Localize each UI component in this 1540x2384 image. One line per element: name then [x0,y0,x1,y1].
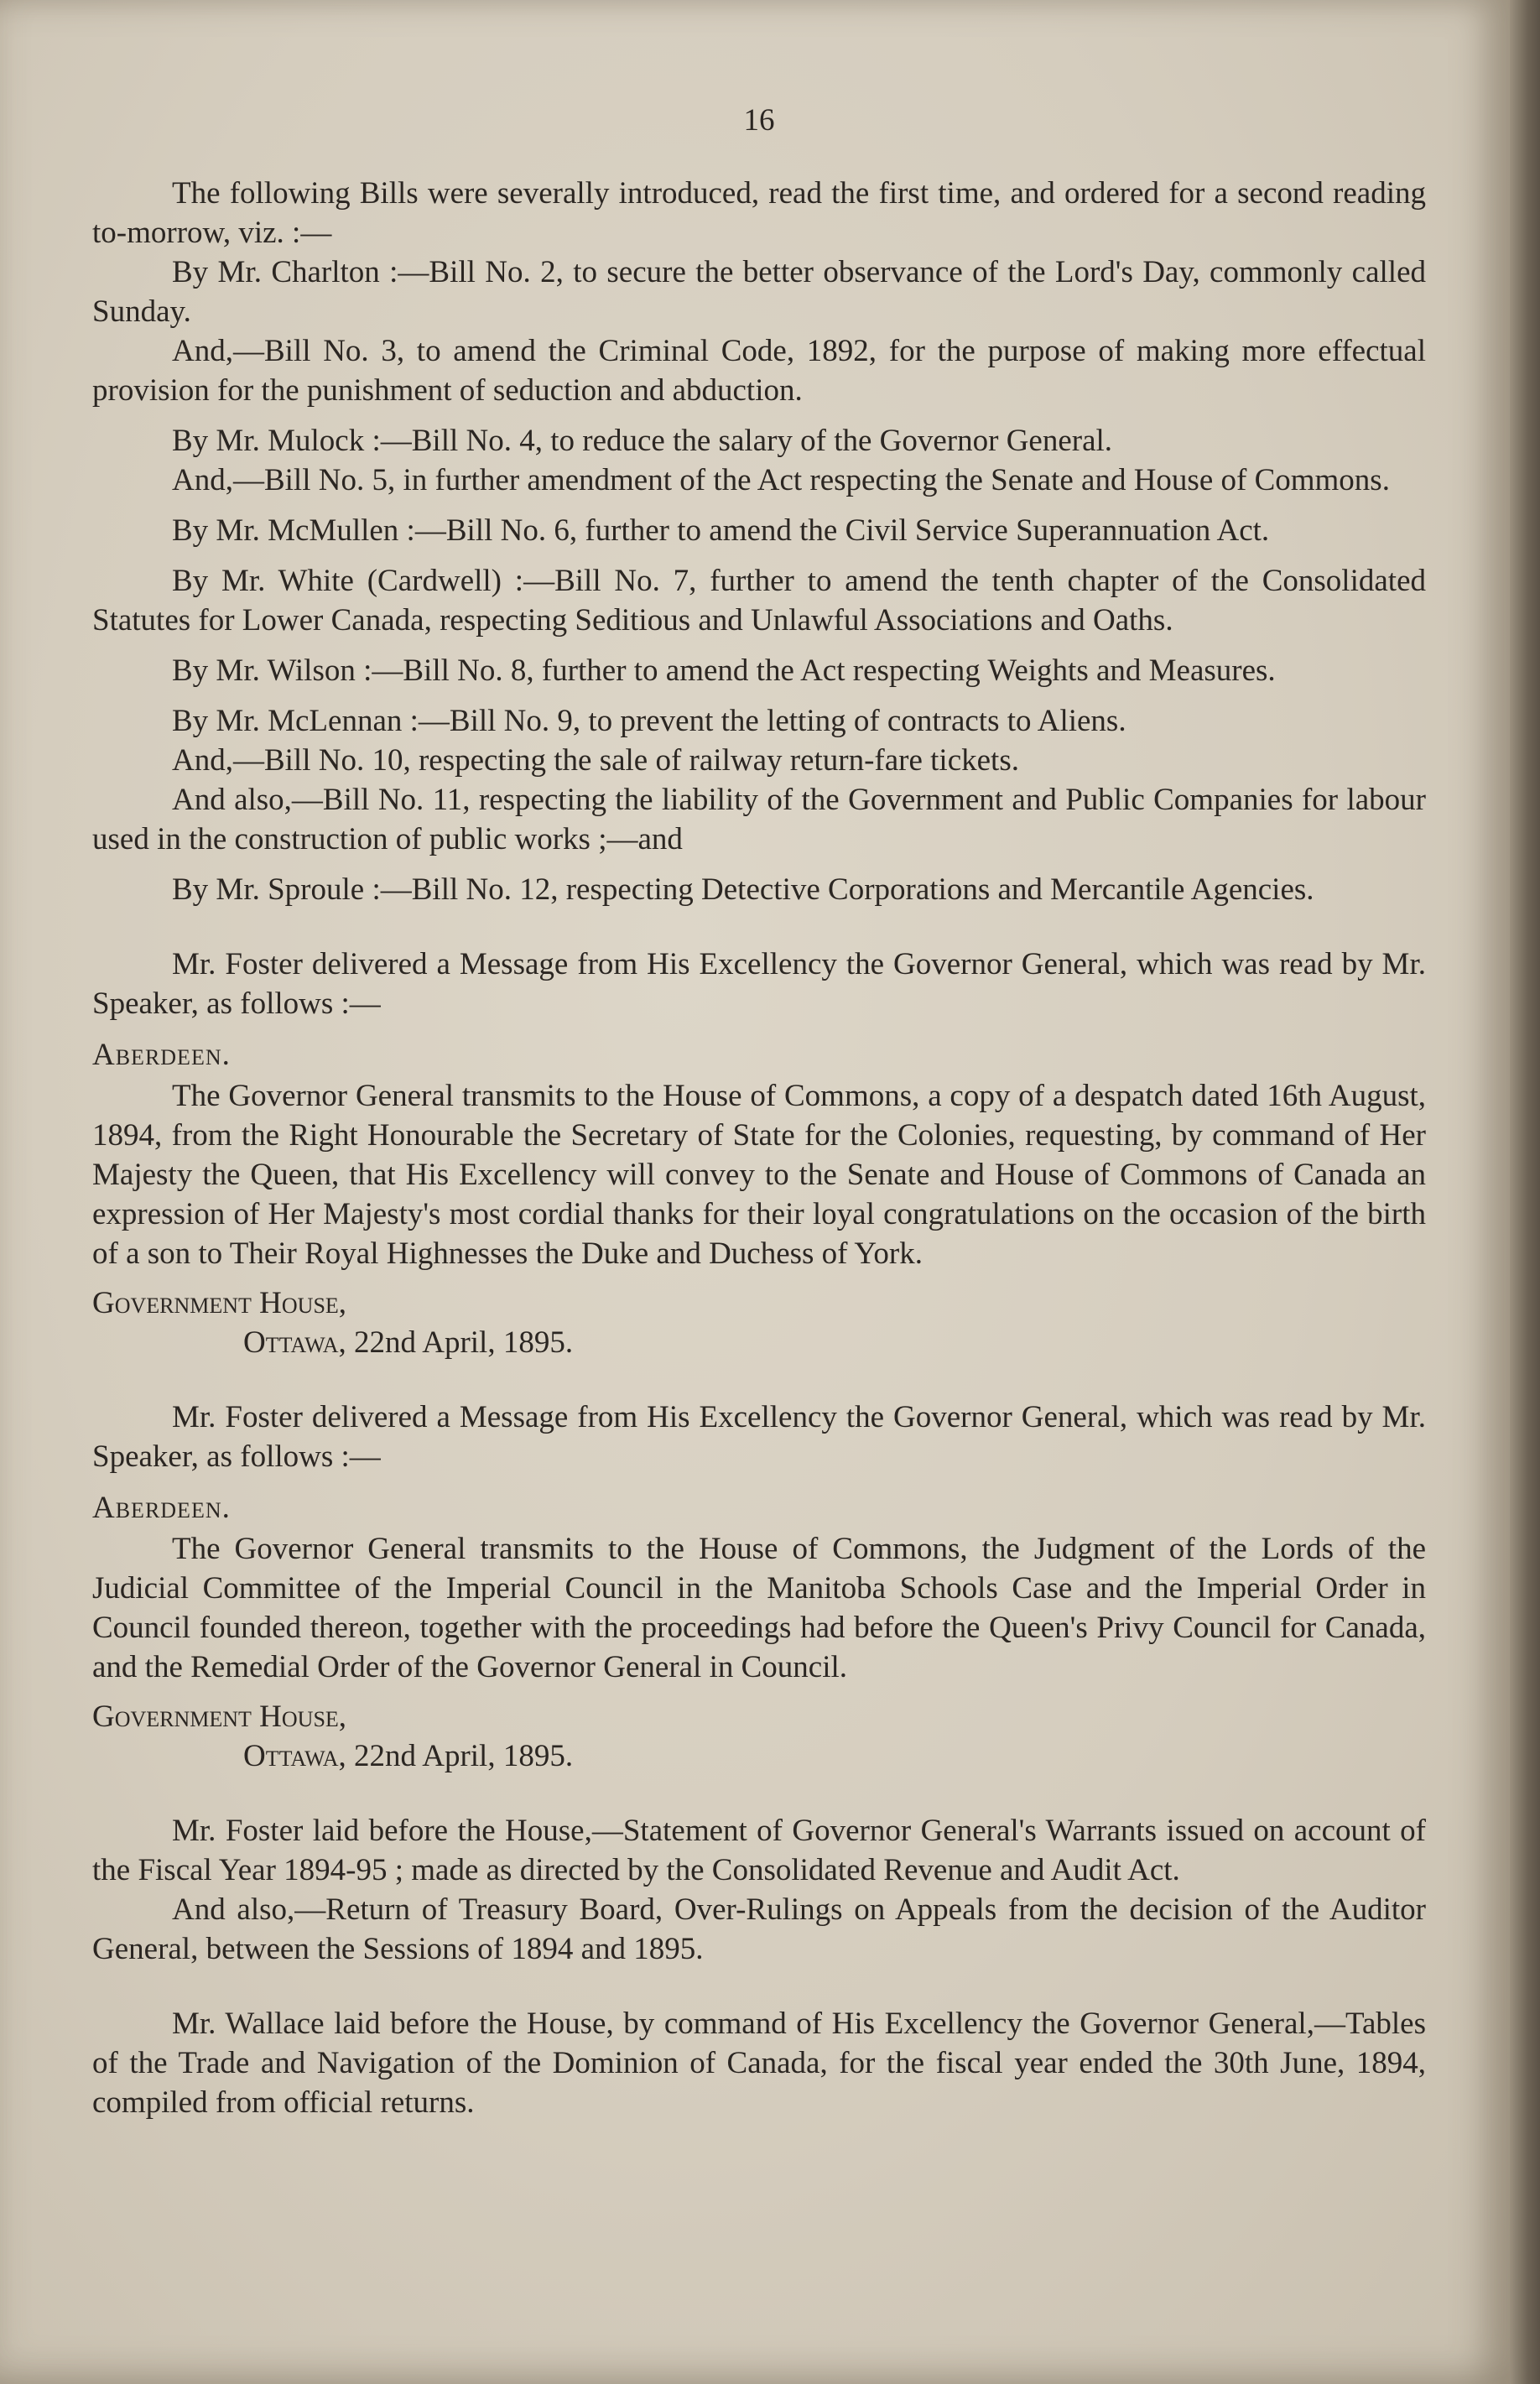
bill-item: By Mr. Mulock :—Bill No. 4, to reduce the salary of the Governor General. [172,424,1113,458]
page-number: 16 [743,103,775,138]
dateline-city: Ottawa [243,1739,339,1773]
bill-item: And,—Bill No. 10, respecting the sale of railway return-fare tickets. [172,743,1019,778]
message-signer: Aberdeen. [92,1491,231,1525]
dateline-house: Government House, [92,1286,347,1320]
bill-item: By Mr. McLennan :—Bill No. 9, to prevent the letting of contracts to Aliens. [172,704,1126,738]
dateline-house: Government House, [92,1700,347,1734]
message-intro: Mr. Foster delivered a Message from His Excellency the Governor General, which was read by Mr. Speaker, as follows :— [92,1400,1426,1474]
message-intro: Mr. Foster delivered a Message from His Excellency the Governor General, which was read by Mr. Speaker, as follows :— [92,947,1426,1021]
dateline-city: Ottawa [243,1325,339,1360]
bill-item: By Mr. Wilson :—Bill No. 8, further to amend the Act respecting Weights and Measures. [172,653,1276,688]
bill-item: By Mr. White (Cardwell) :—Bill No. 7, further to amend the tenth chapter of the Consolidated Statutes for Lower Canada, respecting Seditious and Unlawful Associations and Oaths. [92,564,1426,638]
bill-item: And,—Bill No. 5, in further amendment of the Act respecting the Senate and House of Commons. [172,463,1390,497]
bills-intro: The following Bills were severally introduced, read the first time, and ordered for a second reading to-morrow, viz. :— [92,176,1426,250]
paper-laid: Mr. Foster laid before the House,—Statement of Governor General's Warrants issued on account of the Fiscal Year 1894-95 ; made as directed by the Consolidated Revenue and Audit Act. [92,1814,1426,1887]
message-body: The Governor General transmits to the House of Commons, a copy of a despatch dated 16th August, 1894, from the Right Honourable the Secretary of State for the Colonies, requesting, by command of Her Majesty the Queen, that His Excellency will convey to the Senate and House of Commons of Canada an expression of Her Majesty's most cordial thanks for their loyal congratulations on the occasion of the birth of a son to Their Royal Highnesses the Duke and Duchess of York. [92,1079,1426,1271]
message-body: The Governor General transmits to the House of Commons, the Judgment of the Lords of the Judicial Committee of the Imperial Council in the Manitoba Schools Case and the Imperial Order in Council founded thereon, together with the proceedings had before the Queen's Privy Council for Canada, and the Remedial Order of the Governor General in Council. [92,1532,1426,1684]
bill-item: And also,—Bill No. 11, respecting the liability of the Government and Public Companies for labour used in the construction of public works ;—and [92,783,1426,856]
message-dateline [92,1283,1426,1362]
dateline-date: , 22nd April, 1895. [338,1739,574,1773]
bill-item: By Mr. Sproule :—Bill No. 12, respecting Detective Corporations and Mercantile Agencies. [172,872,1314,907]
paper-laid: And also,—Return of Treasury Board, Over-Rulings on Appeals from the decision of the Auditor General, between the Sessions of 1894 and 1895. [92,1892,1426,1966]
paper-laid: Mr. Wallace laid before the House, by command of His Excellency the Governor General,—Tables of the Trade and Navigation of the Dominion of Canada, for the fiscal year ended the 30th June, 1894, compiled from official returns. [92,2007,1426,2120]
message-dateline [92,1697,1426,1776]
message-signer: Aberdeen. [92,1038,231,1072]
bill-item: By Mr. McMullen :—Bill No. 6, further to amend the Civil Service Superannuation Act. [172,513,1270,548]
page-edge [1510,0,1540,2384]
bill-item: By Mr. Charlton :—Bill No. 2, to secure the better observance of the Lord's Day, commonly called Sunday. [92,255,1426,329]
bill-item: And,—Bill No. 3, to amend the Criminal Code, 1892, for the purpose of making more effectual provision for the punishment of seduction and abduction. [92,334,1426,408]
dateline-date: , 22nd April, 1895. [338,1325,574,1360]
page-text [92,101,1426,2122]
